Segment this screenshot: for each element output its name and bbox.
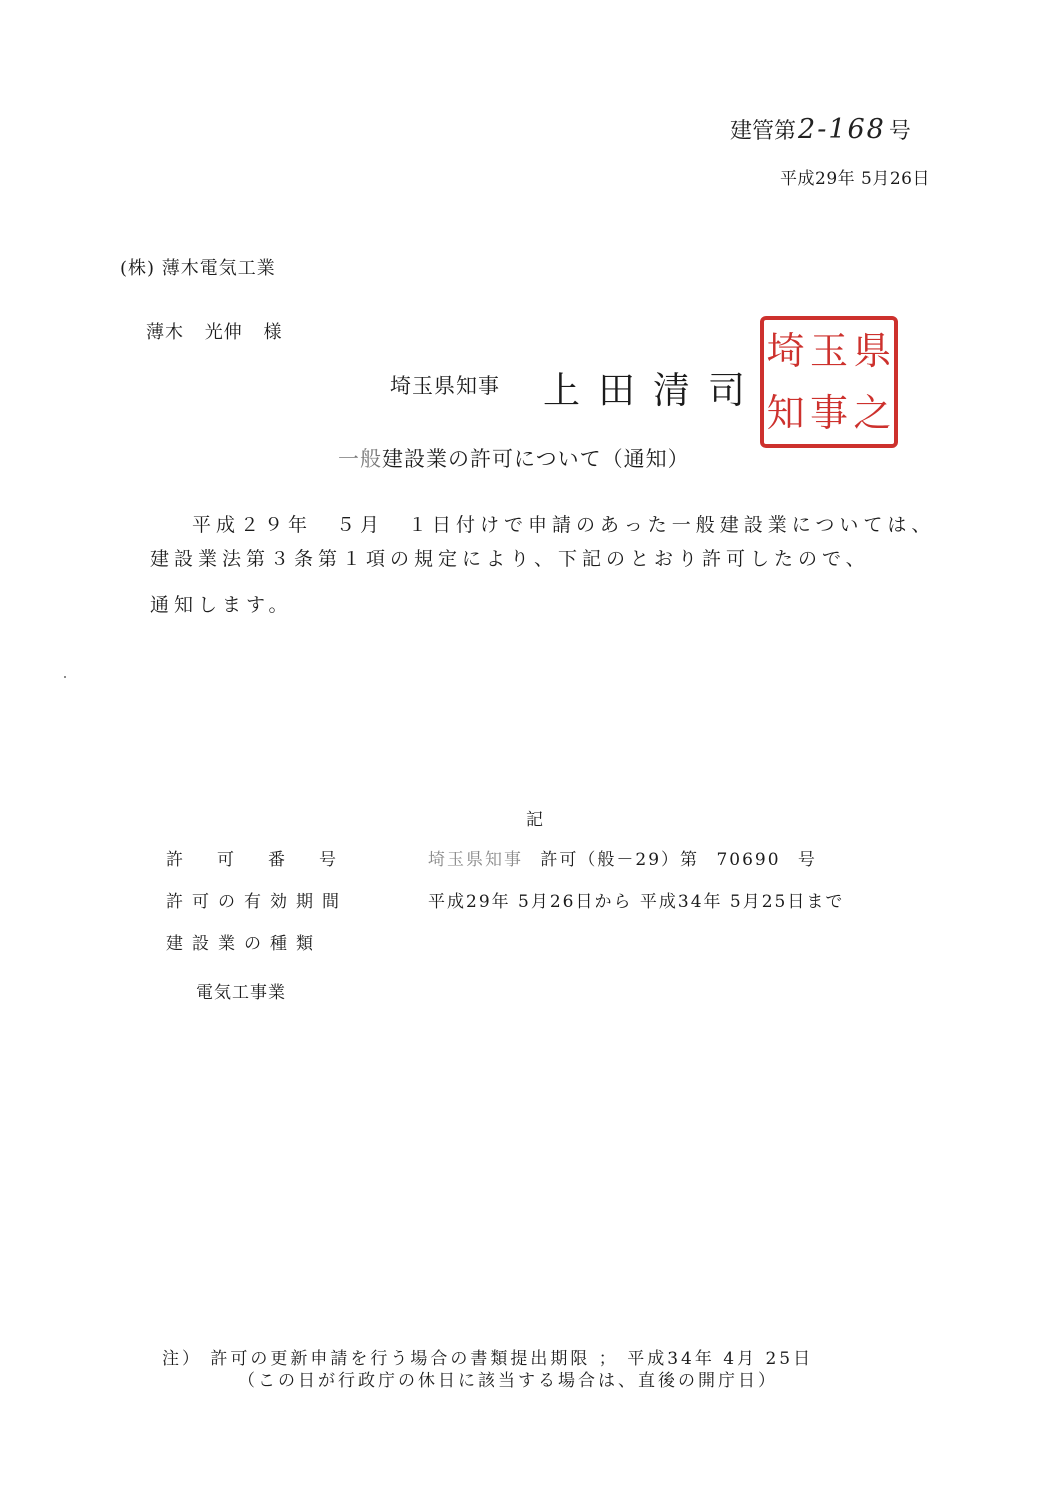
seal-char: 県 bbox=[853, 329, 892, 373]
record-heading: 記 bbox=[526, 810, 543, 830]
handwritten-reference-number: 2-168 bbox=[798, 114, 886, 145]
seal-char: 知 bbox=[766, 391, 805, 435]
renewal-note-detail: （この日が行政庁の休日に該当する場合は、直後の開庁日） bbox=[238, 1371, 778, 1391]
business-type-label: 建設業の種類 bbox=[166, 934, 322, 954]
validity-value: 平成29年 5月26日から 平成34年 5月25日まで bbox=[428, 892, 845, 912]
permit-number-label: 許可番号 bbox=[166, 850, 370, 870]
validity-label: 許可の有効期間 bbox=[166, 892, 348, 912]
body-line-1: 平成２９年 ５月 １日付けで申請のあった一般建設業については、 bbox=[192, 514, 936, 536]
margin-speck bbox=[64, 676, 66, 678]
sender-name: 上田清司 bbox=[543, 369, 763, 412]
permit-authority: 埼玉県知事 bbox=[428, 850, 523, 870]
seal-char: 玉 bbox=[809, 329, 848, 373]
seal-char: 埼 bbox=[766, 329, 805, 373]
subject-text: 建設業の許可について（通知） bbox=[382, 447, 690, 471]
addressee-company: (株) 薄木電気工業 bbox=[120, 258, 276, 279]
reference-number bbox=[730, 114, 911, 145]
body-line-3: 通知します。 bbox=[150, 594, 293, 616]
document-subject bbox=[338, 443, 690, 473]
renewal-note: 注） 許可の更新申請を行う場合の書類提出期限 ； 平成34年 4月 25日 bbox=[162, 1349, 814, 1369]
reference-suffix: 号 bbox=[888, 119, 911, 144]
permit-number: 許可（般－29）第 70690 号 bbox=[540, 850, 817, 870]
official-seal-stamp bbox=[760, 316, 898, 448]
subject-prefix: 一般 bbox=[338, 447, 382, 471]
seal-char: 事 bbox=[809, 391, 848, 435]
permit-number-value bbox=[428, 845, 817, 870]
sender-title: 埼玉県知事 bbox=[390, 374, 500, 398]
body-line-2: 建設業法第３条第１項の規定により、下記のとおり許可したので、 bbox=[150, 548, 870, 570]
seal-char: 之 bbox=[853, 391, 892, 435]
reference-prefix: 建管第 bbox=[730, 119, 797, 144]
business-type-value: 電気工事業 bbox=[196, 983, 286, 1003]
addressee-person: 薄木 光伸 様 bbox=[146, 322, 283, 343]
issue-date: 平成29年 5月26日 bbox=[780, 169, 930, 189]
